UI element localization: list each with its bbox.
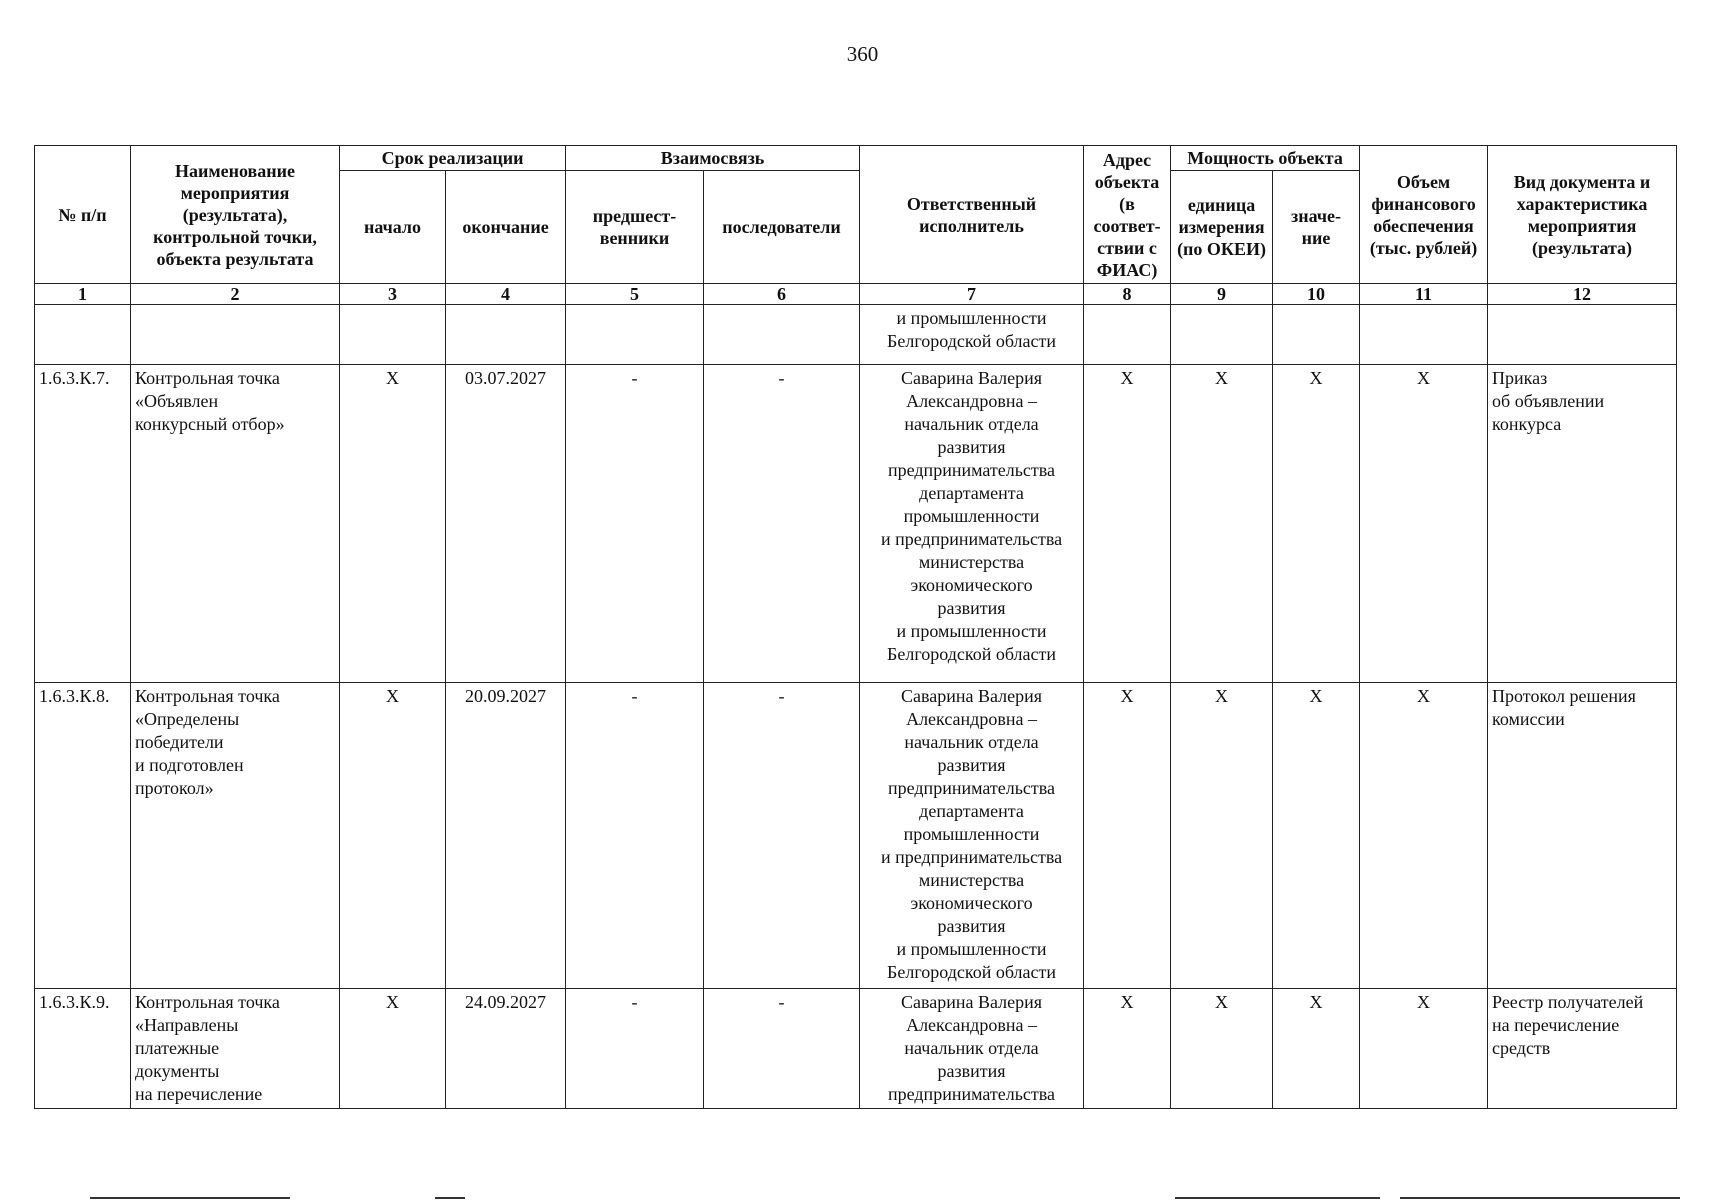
header-link-group: Взаимосвязь (566, 146, 860, 171)
text-line: Александровна – (906, 709, 1037, 729)
header-responsible: Ответственный исполнитель (860, 146, 1084, 284)
text-line: Протокол решения (1492, 686, 1636, 706)
column-number: 9 (1171, 284, 1273, 305)
column-number: 11 (1360, 284, 1488, 305)
header-doc-type: Вид документа и характеристика мероприятия (результата) (1488, 146, 1677, 284)
row-prev: - (566, 989, 704, 1109)
text-line: конкурса (1492, 414, 1562, 434)
bottom-rule (1175, 1197, 1380, 1199)
row-unit: X (1171, 989, 1273, 1109)
header-address: Адрес объекта (в соответ- ствии с ФИАС) (1084, 146, 1171, 284)
header-term-end: окончание (446, 171, 566, 284)
text-line: на перечисление (1492, 1015, 1620, 1035)
header-link-next: последователи (704, 171, 860, 284)
text-line: и предпринимательства (880, 529, 1063, 549)
column-number: 6 (704, 284, 860, 305)
text-line: министерства (918, 870, 1025, 890)
text-line: развития (937, 437, 1006, 457)
row-value: X (1273, 683, 1360, 989)
page-number: 360 (846, 42, 879, 66)
row-responsible (860, 683, 1084, 989)
header-term-group: Срок реализации (340, 146, 566, 171)
text-line: Реестр получателей (1492, 992, 1644, 1012)
text-line: «Определены (135, 709, 240, 729)
bottom-rule (435, 1197, 465, 1199)
row-value: X (1273, 365, 1360, 683)
table-row (35, 683, 1677, 989)
header-num: № п/п (35, 146, 131, 284)
row-num: 1.6.3.К.7. (35, 365, 131, 683)
text-line: предпринимательства (888, 460, 1056, 480)
text-line: и подготовлен (135, 755, 244, 775)
bottom-rule (1400, 1197, 1680, 1199)
row-finance: X (1360, 683, 1488, 989)
text-line: экономического (910, 575, 1033, 595)
column-number-row (35, 284, 1677, 305)
text-line: Белгородской области (887, 644, 1057, 664)
text-line: Белгородской области (887, 331, 1057, 351)
text-line: министерства (918, 552, 1025, 572)
row-finance: X (1360, 989, 1488, 1109)
text-line: предпринимательства (888, 778, 1056, 798)
text-line: средств (1492, 1038, 1551, 1058)
column-number: 5 (566, 284, 704, 305)
text-line: Саварина Валерия (901, 992, 1043, 1012)
header-link-prev: предшест- венники (566, 171, 704, 284)
text-line: и промышленности (896, 308, 1047, 328)
row-start: X (340, 989, 446, 1109)
row-start: X (340, 683, 446, 989)
row-name (131, 365, 340, 683)
row-unit: X (1171, 683, 1273, 989)
text-line: Приказ (1492, 368, 1548, 388)
header-term-start: начало (340, 171, 446, 284)
row-name (131, 683, 340, 989)
text-line: начальник отдела (904, 1038, 1039, 1058)
header-capacity-unit: единица измерения (по ОКЕИ) (1171, 171, 1273, 284)
header-capacity-value: значе- ние (1273, 171, 1360, 284)
text-line: развития (937, 916, 1006, 936)
text-line: предпринимательства (888, 1084, 1056, 1104)
continuation-row (35, 305, 1677, 365)
column-number: 1 (35, 284, 131, 305)
text-line: начальник отдела (904, 732, 1039, 752)
row-address: X (1084, 365, 1171, 683)
column-number: 3 (340, 284, 446, 305)
text-line: и промышленности (896, 621, 1047, 641)
column-number: 4 (446, 284, 566, 305)
row-next: - (704, 365, 860, 683)
header-name: Наименование мероприятия (результата), контрольной точки, объекта результата (131, 146, 340, 284)
row-address: X (1084, 683, 1171, 989)
text-line: Контрольная точка (135, 992, 280, 1012)
table-row (35, 365, 1677, 683)
row-doc (1488, 365, 1677, 683)
row-end: 03.07.2027 (446, 365, 566, 683)
text-line: начальник отдела (904, 414, 1039, 434)
row-doc (1488, 683, 1677, 989)
column-number: 2 (131, 284, 340, 305)
text-line: протокол» (135, 778, 214, 798)
row-value: X (1273, 989, 1360, 1109)
text-line: платежные (135, 1038, 220, 1058)
header-capacity-group: Мощность объекта (1171, 146, 1360, 171)
row-end: 24.09.2027 (446, 989, 566, 1109)
text-line: документы (135, 1061, 220, 1081)
text-line: и промышленности (896, 939, 1047, 959)
column-number: 8 (1084, 284, 1171, 305)
row-unit: X (1171, 365, 1273, 683)
text-line: комиссии (1492, 709, 1565, 729)
row-name (131, 989, 340, 1109)
text-line: Белгородской области (887, 962, 1057, 982)
text-line: на перечисление (135, 1084, 263, 1104)
continuation-responsible (860, 305, 1084, 365)
text-line: развития (937, 598, 1006, 618)
text-line: департамента (919, 801, 1024, 821)
text-line: об объявлении (1492, 391, 1605, 411)
text-line: «Направлены (135, 1015, 239, 1035)
text-line: Саварина Валерия (901, 686, 1043, 706)
text-line: Александровна – (906, 1015, 1037, 1035)
text-line: Контрольная точка (135, 368, 280, 388)
row-end: 20.09.2027 (446, 683, 566, 989)
header-finance: Объем финансового обеспечения (тыс. рублей) (1360, 146, 1488, 284)
text-line: Александровна – (906, 391, 1037, 411)
row-prev: - (566, 683, 704, 989)
row-finance: X (1360, 365, 1488, 683)
row-next: - (704, 989, 860, 1109)
row-responsible (860, 365, 1084, 683)
text-line: экономического (910, 893, 1033, 913)
text-line: и предпринимательства (880, 847, 1063, 867)
plan-table (34, 145, 1677, 1109)
bottom-rule (90, 1197, 290, 1199)
column-number: 7 (860, 284, 1084, 305)
table-header (35, 146, 1677, 305)
text-line: развития (937, 755, 1006, 775)
text-line: Контрольная точка (135, 686, 280, 706)
text-line: «Объявлен (135, 391, 219, 411)
text-line: Саварина Валерия (901, 368, 1043, 388)
table-row (35, 989, 1677, 1109)
text-line: промышленности (903, 506, 1040, 526)
text-line: развития (937, 1061, 1006, 1081)
column-number: 10 (1273, 284, 1360, 305)
text-line: промышленности (903, 824, 1040, 844)
text-line: победители (135, 732, 224, 752)
row-start: X (340, 365, 446, 683)
row-num: 1.6.3.К.9. (35, 989, 131, 1109)
row-num: 1.6.3.К.8. (35, 683, 131, 989)
row-prev: - (566, 365, 704, 683)
row-responsible (860, 989, 1084, 1109)
text-line: департамента (919, 483, 1024, 503)
column-number: 12 (1488, 284, 1677, 305)
row-next: - (704, 683, 860, 989)
text-line: конкурсный отбор» (135, 414, 285, 434)
row-address: X (1084, 989, 1171, 1109)
row-doc (1488, 989, 1677, 1109)
